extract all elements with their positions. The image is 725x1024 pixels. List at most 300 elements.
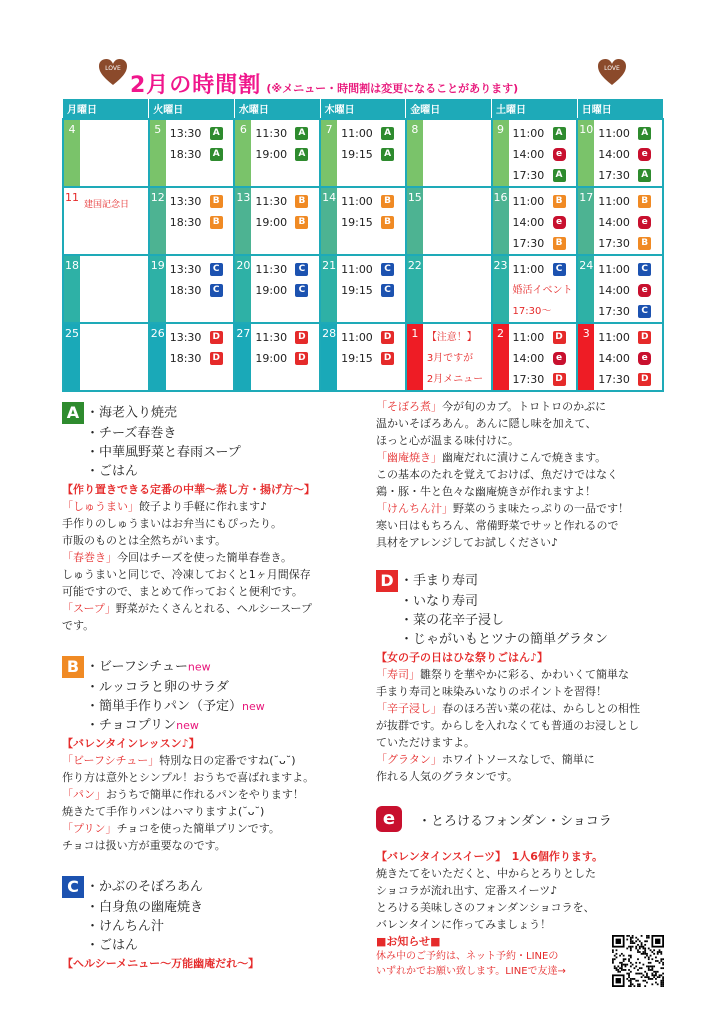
class-slot[interactable] xyxy=(255,348,319,369)
menu-a-section xyxy=(62,402,362,634)
calendar-day-cell xyxy=(63,119,149,187)
calendar-day-cell xyxy=(320,187,406,255)
menu-badge-B: B xyxy=(553,195,566,208)
holiday-label: 建国記念日 xyxy=(84,200,130,210)
class-slot[interactable] xyxy=(598,280,662,301)
weekday-header: 火曜日 xyxy=(149,99,235,119)
description-line xyxy=(376,666,676,683)
menu-badge-C: C xyxy=(553,263,566,276)
dish-name: 「グラタン」 xyxy=(376,753,442,766)
description-line xyxy=(62,532,362,549)
class-slot[interactable] xyxy=(341,327,405,348)
menu-badge-D: D xyxy=(295,331,308,344)
menu-badge-D: D xyxy=(638,373,651,386)
menu-badge-A: A xyxy=(638,127,651,140)
slot-time: 11:30 xyxy=(255,195,288,208)
day-number: 27 xyxy=(235,324,251,390)
class-slot[interactable] xyxy=(341,280,405,301)
menu-c-items xyxy=(62,876,362,955)
day-number: 3 xyxy=(578,324,594,390)
slot-time: 13:30 xyxy=(169,127,202,140)
slot-time: 11:00 xyxy=(598,127,630,140)
description-line xyxy=(62,752,362,769)
description-line xyxy=(62,583,362,600)
calendar-day-cell xyxy=(577,323,663,391)
day-number: 9 xyxy=(493,120,509,186)
class-slot[interactable] xyxy=(255,191,319,212)
slot-time: 18:30 xyxy=(169,148,202,161)
calendar-day-cell xyxy=(63,255,149,323)
heart-label: LOVE xyxy=(604,65,620,72)
class-slot[interactable] xyxy=(170,144,234,165)
class-slot[interactable] xyxy=(170,259,234,280)
class-slot[interactable] xyxy=(513,165,577,186)
menu-d-items xyxy=(376,570,676,649)
slot-time: 13:30 xyxy=(169,263,202,276)
description-line xyxy=(62,566,362,583)
description-text: チョコは扱い方が重要なのです。 xyxy=(62,839,226,852)
notice-line: いずれかでお願い致します。LINEで友達→ xyxy=(376,966,566,977)
description-line xyxy=(62,820,362,837)
class-slot[interactable] xyxy=(255,144,319,165)
menu-badge-C: C xyxy=(210,284,223,297)
menu-c-headline: 【ヘルシーメニュー～万能幽庵だれ～】 xyxy=(62,957,260,970)
menu-a-items xyxy=(62,402,362,481)
slot-time: 19:00 xyxy=(255,352,288,365)
description-line xyxy=(376,398,676,415)
day-number: 14 xyxy=(321,188,337,254)
slot-time: 11:00 xyxy=(512,263,545,276)
calendar-day-cell xyxy=(63,323,149,391)
menu-badge-D: D xyxy=(210,352,223,365)
menu-item xyxy=(62,656,362,678)
menu-badge-B: B xyxy=(295,216,308,229)
calendar-day-cell xyxy=(320,255,406,323)
menu-badge-D: D xyxy=(381,352,394,365)
class-slot[interactable] xyxy=(170,348,234,369)
class-slot[interactable] xyxy=(513,233,577,254)
menu-item-name: ・菜の花辛子浸し xyxy=(400,613,505,628)
description-text: 焼きたて手作りパンはハマりますよ(˘ᴗ˘) xyxy=(62,805,265,818)
class-slot[interactable] xyxy=(598,327,662,348)
menu-badge-e: e xyxy=(638,352,651,365)
new-badge: new xyxy=(187,660,211,674)
menu-item-name: ・白身魚の幽庵焼き xyxy=(86,900,204,915)
calendar-day-cell xyxy=(149,119,235,187)
menu-item xyxy=(62,917,362,936)
description-line xyxy=(62,617,362,634)
menu-badge-e: e xyxy=(638,148,651,161)
class-slot[interactable] xyxy=(170,212,234,233)
calendar-day-cell xyxy=(234,255,320,323)
slot-time: 14:00 xyxy=(512,148,545,161)
menu-badge-A: A xyxy=(210,127,223,140)
menu-badge-B: B xyxy=(638,237,651,250)
notice-title: ■お知らせ■ xyxy=(376,935,441,948)
class-slot[interactable] xyxy=(513,144,577,165)
menuD-label: D xyxy=(376,570,398,592)
day-number: 26 xyxy=(150,324,166,390)
menu-item xyxy=(62,402,362,424)
menu-badge-C: C xyxy=(295,284,308,297)
description-line xyxy=(376,751,676,768)
menu-badge-C: C xyxy=(638,305,651,318)
dish-name: 「春巻き」 xyxy=(62,551,117,564)
day-number: 7 xyxy=(321,120,337,186)
slot-time: 11:30 xyxy=(255,263,288,276)
calendar-day-cell xyxy=(492,323,578,391)
slot-time: 18:30 xyxy=(169,284,202,297)
class-slot[interactable] xyxy=(598,212,662,233)
description-line xyxy=(62,769,362,786)
calendar-day-cell xyxy=(234,187,320,255)
day-number: 23 xyxy=(493,256,509,322)
slot-time: 17:30 xyxy=(512,373,545,386)
class-slot[interactable] xyxy=(255,280,319,301)
calendar-day-cell xyxy=(492,255,578,323)
menu-b-section xyxy=(62,656,362,854)
day-number: 6 xyxy=(235,120,251,186)
slot-time: 18:30 xyxy=(169,216,202,229)
new-badge: new xyxy=(176,719,199,732)
menu-item xyxy=(62,936,362,955)
menu-badge-A: A xyxy=(638,169,651,182)
menu-item xyxy=(62,443,362,462)
slot-time: 11:00 xyxy=(341,331,373,344)
class-slot[interactable] xyxy=(513,212,577,233)
menu-item-name: ・ビーフシチュー xyxy=(86,659,188,675)
slot-time: 19:00 xyxy=(255,284,288,297)
calendar-day-cell xyxy=(492,119,578,187)
class-slot[interactable] xyxy=(170,191,234,212)
menu-badge-C: C xyxy=(295,263,308,276)
day-number: 22 xyxy=(407,256,423,322)
description-text: 餃子より手軽に作れます♪ xyxy=(139,500,268,513)
menu-a-headline: 【作り置きできる定番の中華～蒸し方・揚げ方～】 xyxy=(62,483,315,496)
menu-item xyxy=(62,462,362,481)
menu-d-description xyxy=(376,666,676,785)
menu-badge-B: B xyxy=(210,216,223,229)
day-number: 17 xyxy=(578,188,594,254)
class-slot[interactable] xyxy=(341,348,405,369)
dish-name: 「幽庵焼き」 xyxy=(376,451,442,464)
menu-item-name: ・中華風野菜と春雨スープ xyxy=(86,445,241,460)
menu-badge-B: B xyxy=(210,195,223,208)
menu-item xyxy=(376,570,676,592)
menu-badge-e: e xyxy=(553,216,566,229)
class-slot[interactable] xyxy=(513,123,577,144)
menu-badge-D: D xyxy=(553,331,566,344)
description-line xyxy=(376,466,676,483)
day-number: 10 xyxy=(578,120,594,186)
description-text: 作り方は意外とシンプル！おうちで喜ばれますよ。 xyxy=(62,771,315,784)
slot-time: 14:00 xyxy=(512,216,545,229)
menu-item-name: ・手まり寿司 xyxy=(400,573,479,589)
slot-time: 14:00 xyxy=(598,216,630,229)
menu-item xyxy=(376,592,676,611)
description-text: 春のほろ苦い菜の花は、からしとの相性 xyxy=(442,702,640,715)
calendar-day-cell xyxy=(406,119,492,187)
description-text: 寒い日はもちろん、常備野菜でサッと作れるので xyxy=(376,519,619,532)
class-slot[interactable] xyxy=(598,144,662,165)
class-slot[interactable] xyxy=(170,123,234,144)
menu-badge-A: A xyxy=(553,169,566,182)
calendar-day-cell xyxy=(577,255,663,323)
weekday-header: 木曜日 xyxy=(320,99,406,119)
description-line xyxy=(376,700,676,717)
description-text: 雛祭りを華やかに彩る、かわいくて簡単な xyxy=(420,668,629,681)
slot-time: 14:00 xyxy=(598,148,630,161)
day-number: 12 xyxy=(150,188,166,254)
menuB-label: B xyxy=(62,656,84,678)
slot-time: 14:00 xyxy=(598,284,630,297)
class-slot[interactable] xyxy=(513,191,577,212)
description-text: 手まり寿司と味染みいなりのポイントを習得！ xyxy=(376,685,607,698)
day-number: 24 xyxy=(578,256,594,322)
weekday-header: 金曜日 xyxy=(406,99,492,119)
slot-time: 19:15 xyxy=(341,216,373,229)
description-line xyxy=(376,432,676,449)
description-text: おうちで簡単に作れるパンをやります！ xyxy=(106,788,304,801)
slot-time: 11:00 xyxy=(341,195,373,208)
slot-time: 11:00 xyxy=(512,331,545,344)
menu-c-description-section xyxy=(376,398,676,551)
menu-e-label: e xyxy=(376,806,402,832)
day-number: 13 xyxy=(235,188,251,254)
calendar-day-cell xyxy=(406,255,492,323)
description-text: 幽庵だれに漬けこんで焼きます。 xyxy=(442,451,607,464)
calendar-day-cell xyxy=(492,187,578,255)
menu-c-section xyxy=(62,876,362,972)
class-slot[interactable] xyxy=(341,212,405,233)
day-number: 8 xyxy=(407,120,423,186)
description-line xyxy=(62,803,362,820)
menu-badge-B: B xyxy=(381,216,394,229)
day-number: 21 xyxy=(321,256,337,322)
class-slot[interactable] xyxy=(255,259,319,280)
title-main: 2月の時間割 xyxy=(130,73,262,98)
menu-e-item: ・とろけるフォンダン・ショコラ xyxy=(418,813,612,829)
day-number: 11 xyxy=(64,188,80,254)
menu-badge-A: A xyxy=(553,127,566,140)
description-line: とろける美味しさのフォンダンショコラを、 xyxy=(376,901,595,914)
description-line xyxy=(62,549,362,566)
class-slot[interactable] xyxy=(598,369,662,390)
description-text: 手作りのしゅうまいはお弁当にもぴったり。 xyxy=(62,517,282,530)
page-title xyxy=(130,68,518,99)
cell-note: 17:30～ xyxy=(512,306,552,317)
class-slot[interactable] xyxy=(255,123,319,144)
calendar-day-cell xyxy=(149,255,235,323)
dish-name: 「そぼろ煮」 xyxy=(376,400,442,413)
calendar-day-cell xyxy=(320,323,406,391)
slot-time: 11:30 xyxy=(255,331,288,344)
menu-badge-C: C xyxy=(381,284,394,297)
class-slot[interactable] xyxy=(341,123,405,144)
class-slot[interactable] xyxy=(598,259,662,280)
slot-time: 11:30 xyxy=(255,127,288,140)
menu-badge-C: C xyxy=(638,263,651,276)
menu-item-name: ・けんちん汁 xyxy=(86,919,165,934)
calendar-day-cell xyxy=(406,187,492,255)
description-line xyxy=(376,768,676,785)
menu-item-name: ・ごはん xyxy=(86,464,139,479)
class-slot[interactable] xyxy=(170,280,234,301)
class-slot[interactable] xyxy=(598,191,662,212)
description-line xyxy=(376,683,676,700)
description-line xyxy=(376,483,676,500)
calendar-day-cell xyxy=(577,119,663,187)
menu-b-description xyxy=(62,752,362,854)
weekday-header: 月曜日 xyxy=(63,99,149,119)
slot-time: 17:30 xyxy=(598,237,630,250)
dish-name: 「スープ」 xyxy=(62,602,116,615)
day-number: 19 xyxy=(150,256,166,322)
menu-c-description xyxy=(376,398,676,551)
description-text: ていただけますよ。 xyxy=(376,736,475,749)
description-line: バレンタインに作ってみましょう！ xyxy=(376,918,552,931)
class-slot[interactable] xyxy=(513,348,577,369)
menu-item-name: ・じゃがいもとツナの簡単グラタン xyxy=(400,632,608,647)
day-number: 28 xyxy=(321,324,337,390)
menu-badge-C: C xyxy=(381,263,394,276)
slot-time: 18:30 xyxy=(169,352,202,365)
menu-badge-D: D xyxy=(638,331,651,344)
description-text: チョコを使った簡単プリンです。 xyxy=(116,822,280,835)
description-text: 野菜がたくさんとれる、ヘルシースープ xyxy=(115,602,312,615)
description-text: 市販のものとは全然ちがいます。 xyxy=(62,534,227,547)
description-line xyxy=(62,600,362,617)
weekday-header: 水曜日 xyxy=(234,99,320,119)
menuA-label: A xyxy=(62,402,84,424)
day-number: 25 xyxy=(64,324,80,390)
description-text: 鶏・豚・牛と色々な幽庵焼きが作れますよ！ xyxy=(376,485,596,498)
weekday-header: 日曜日 xyxy=(577,99,663,119)
description-line xyxy=(62,515,362,532)
day-number: 4 xyxy=(64,120,80,186)
day-number: 5 xyxy=(150,120,166,186)
calendar-day-cell xyxy=(406,323,492,391)
menu-b-items xyxy=(62,656,362,735)
class-slot[interactable] xyxy=(598,348,662,369)
class-slot[interactable] xyxy=(598,165,662,186)
calendar-day-cell xyxy=(577,187,663,255)
description-line xyxy=(376,449,676,466)
menu-item-name: ・ルッコラと卵のサラダ xyxy=(86,680,229,695)
dish-name: 「プリン」 xyxy=(62,822,117,835)
slot-time: 17:30 xyxy=(598,305,630,318)
love-heart-left-icon xyxy=(98,58,128,86)
heart-label: LOVE xyxy=(105,65,121,72)
class-slot[interactable] xyxy=(513,369,577,390)
class-slot[interactable] xyxy=(341,191,405,212)
day-number: 18 xyxy=(64,256,80,322)
menu-badge-B: B xyxy=(638,195,651,208)
menu-item-name: ・チョコプリン xyxy=(86,718,177,733)
description-line xyxy=(62,498,362,515)
slot-time: 11:00 xyxy=(512,195,545,208)
slot-time: 19:15 xyxy=(341,284,373,297)
slot-time: 17:30 xyxy=(598,373,630,386)
slot-time: 11:00 xyxy=(512,127,545,140)
menuC-label: C xyxy=(62,876,84,898)
slot-time: 13:30 xyxy=(169,331,202,344)
slot-time: 19:15 xyxy=(341,352,373,365)
day-number: 15 xyxy=(407,188,423,254)
slot-time: 13:30 xyxy=(169,195,202,208)
description-text: 具材をアレンジしてお試しください♪ xyxy=(376,536,559,549)
menu-badge-e: e xyxy=(553,148,566,161)
menu-item-name: ・チーズ春巻き xyxy=(86,426,177,441)
class-slot[interactable] xyxy=(255,212,319,233)
menu-badge-A: A xyxy=(295,127,308,140)
menu-item xyxy=(376,630,676,649)
dish-name: 「寿司」 xyxy=(376,668,420,681)
class-slot[interactable] xyxy=(598,123,662,144)
menu-item-name: ・ごはん xyxy=(86,938,139,953)
line-qr-code[interactable] xyxy=(612,935,664,987)
calendar-day-cell xyxy=(63,187,149,255)
dish-name: 「パン」 xyxy=(62,788,106,801)
description-line: ショコラが流れ出す、定番スイーツ♪ xyxy=(376,884,558,897)
menu-badge-A: A xyxy=(295,148,308,161)
description-line xyxy=(376,517,676,534)
class-slot[interactable] xyxy=(341,144,405,165)
description-text: ホワイトソースなしで、簡単に xyxy=(441,753,595,766)
class-slot[interactable] xyxy=(170,327,234,348)
cell-note: 【注意！】 xyxy=(426,332,477,343)
slot-time: 11:00 xyxy=(341,127,373,140)
menu-badge-B: B xyxy=(553,237,566,250)
class-slot[interactable] xyxy=(598,233,662,254)
love-heart-right-icon xyxy=(597,58,627,86)
menu-item xyxy=(62,697,362,716)
class-slot[interactable] xyxy=(255,327,319,348)
menu-e-description xyxy=(376,865,676,933)
menu-b-headline: 【バレンタインレッスン♪】 xyxy=(62,737,200,750)
description-text: 今回はチーズを使った簡単春巻き。 xyxy=(117,551,293,564)
new-badge: new xyxy=(242,700,265,713)
day-number: 20 xyxy=(235,256,251,322)
menu-badge-D: D xyxy=(381,331,394,344)
menu-badge-D: D xyxy=(210,331,223,344)
cell-note: 2月メニュー xyxy=(426,374,484,385)
description-line xyxy=(376,415,676,432)
class-slot[interactable] xyxy=(513,327,577,348)
menu-item-name: ・海老入り焼売 xyxy=(86,405,178,421)
cell-note: 婚活イベント xyxy=(512,285,573,296)
title-subtitle: (※メニュー・時間割は変更になることがあります) xyxy=(266,82,519,95)
cell-note: 3月ですが xyxy=(426,353,474,364)
class-slot[interactable] xyxy=(513,259,577,280)
description-line xyxy=(62,786,362,803)
menu-item xyxy=(62,716,362,735)
class-slot[interactable] xyxy=(341,259,405,280)
calendar-day-cell xyxy=(234,119,320,187)
dish-name: 「ビーフシチュー」 xyxy=(62,754,160,767)
menu-badge-B: B xyxy=(381,195,394,208)
schedule-calendar xyxy=(62,99,664,392)
slot-time: 11:00 xyxy=(598,331,630,344)
menu-badge-B: B xyxy=(295,195,308,208)
class-slot[interactable] xyxy=(598,301,662,322)
menu-item xyxy=(62,898,362,917)
weekday-header: 土曜日 xyxy=(492,99,578,119)
description-text: です。 xyxy=(62,619,95,632)
description-text: この基本のたれを覚えておけば、魚だけではなく xyxy=(376,468,618,481)
menu-d-headline: 【女の子の日はひな祭りごはん♪】 xyxy=(376,651,549,664)
description-text: 作れる人気のグラタンです。 xyxy=(376,770,519,783)
